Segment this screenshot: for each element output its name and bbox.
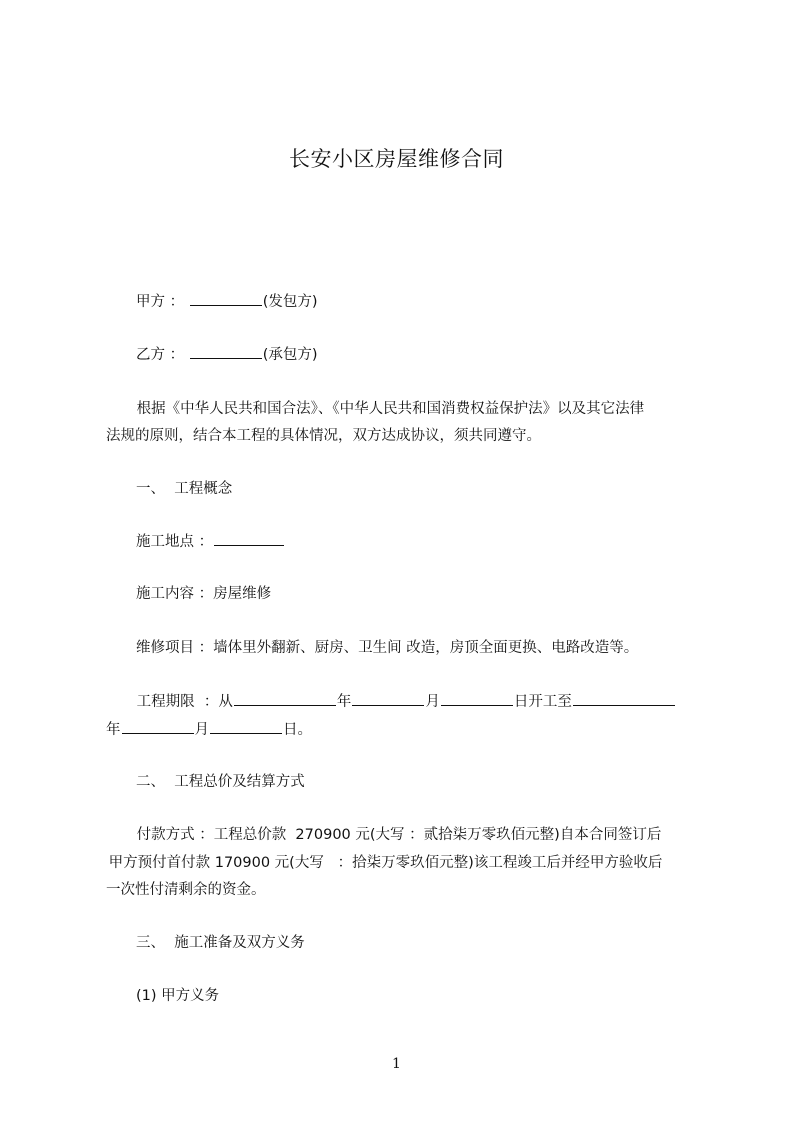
- payment-line-3: 一次性付清剩余的资金。: [106, 882, 266, 898]
- items-line: 维修项目 ：墙体里外翻新、厨房、卫生间 改造，房顶全面更换、电路改造等。: [136, 640, 639, 656]
- period-year-unit: 年: [336, 694, 352, 710]
- party-b-role: (承包方): [262, 347, 318, 363]
- document-title: 长安小区房屋维修合同: [289, 147, 504, 171]
- subsection-1-heading: (1) 甲方义务: [136, 988, 220, 1004]
- site-label: 施工地点 ：: [136, 534, 214, 550]
- period-end-text: 日。: [283, 722, 312, 738]
- payment-line-2: 甲方预付首付款 170900 元(大写 ：拾柒万零玖佰元整)该工程竣工后并经甲方验收后: [104, 855, 663, 871]
- party-a-blank: [190, 291, 262, 306]
- page-number: 1: [392, 1056, 401, 1072]
- period-year-blank: [234, 691, 336, 706]
- section-1-heading: 一、 工程概念: [136, 481, 233, 497]
- period-line-2: [106, 719, 312, 740]
- party-a-label: 甲方 ：: [136, 294, 185, 310]
- payment-line-1: 付款方式 ：工程总价款 270900 元(大写 ：贰拾柒万零玖佰元整)自本合同签订后: [132, 827, 662, 843]
- party-b-line: [136, 344, 318, 365]
- period-month-blank: [352, 691, 424, 706]
- period-end-month-blank: [122, 719, 194, 734]
- period-end-day-blank: [210, 719, 282, 734]
- site-line: [136, 531, 285, 552]
- period-line-1: [132, 691, 676, 712]
- period-start-text: 日开工至: [513, 694, 572, 710]
- period-year2-unit: 年: [106, 722, 121, 738]
- party-a-line: [136, 291, 318, 312]
- content-line: 施工内容 ：房屋维修: [136, 586, 272, 602]
- period-label: 工程期限 ：从: [132, 694, 233, 710]
- party-a-role: (发包方): [262, 294, 318, 310]
- intro-line-2: 法规的原则，结合本工程的具体情况，双方达成协议，须共同遵守。: [106, 428, 541, 444]
- section-2-heading: 二、 工程总价及结算方式: [136, 774, 305, 790]
- party-b-label: 乙方 ：: [136, 347, 185, 363]
- site-blank: [214, 531, 284, 546]
- period-day-blank: [441, 691, 513, 706]
- party-b-blank: [190, 344, 262, 359]
- period-end-year-blank: [573, 691, 675, 706]
- period-month2-unit: 月: [194, 722, 209, 738]
- period-month-unit: 月: [425, 694, 440, 710]
- section-3-heading: 三、 施工准备及双方义务: [136, 935, 305, 951]
- intro-line-1: 根据《中华人民共和国合法》、《中华人民共和国消费权益保护法》以及其它法律: [132, 401, 645, 417]
